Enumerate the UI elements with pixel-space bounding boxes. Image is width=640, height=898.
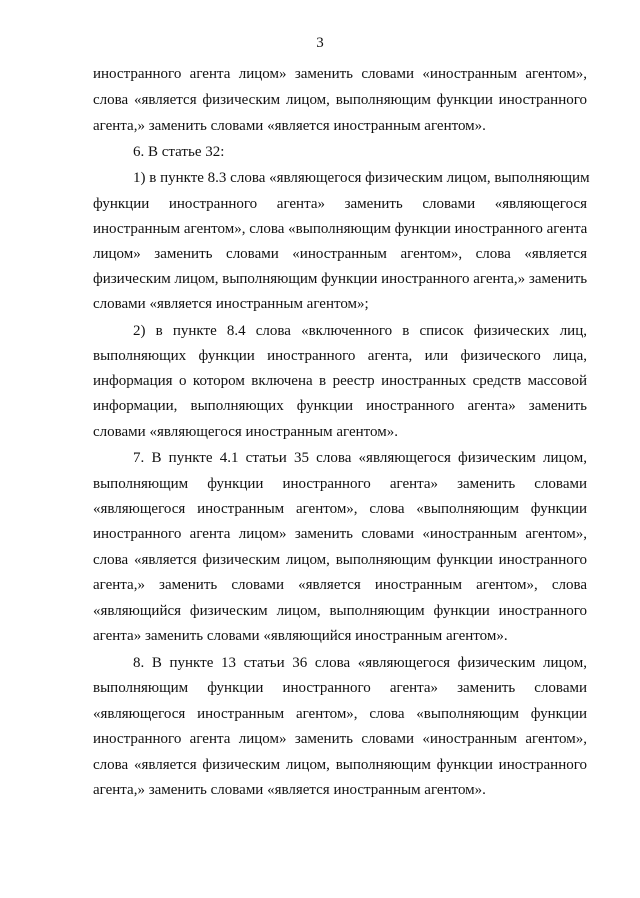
section-heading: 6. В статье 32: — [133, 144, 225, 160]
text-line: иностранного агента лицом» заменить словами «иностранным агентом», — [93, 526, 587, 542]
text-line: функции иностранного агента» заменить словами «являющегося — [93, 196, 587, 212]
text-line: «являющийся физическим лицом, выполняющим функции иностранного — [93, 603, 587, 619]
text-line: слова «является физическим лицом, выполняющим функции иностранного — [93, 92, 587, 108]
text-line: иностранным агентом», слова «выполняющим функции иностранного агента — [93, 221, 588, 237]
text-line: «являющегося иностранным агентом», слова «выполняющим функции — [93, 706, 587, 722]
text-line: иностранного агента лицом» заменить словами «иностранным агентом», — [93, 66, 587, 82]
text-line: агента,» заменить словами «является иностранным агентом». — [93, 782, 486, 798]
text-line: лицом» заменить словами «иностранным агентом», слова «является — [93, 246, 587, 262]
text-line: слова «является физическим лицом, выполняющим функции иностранного — [93, 552, 587, 568]
text-line: 7. В пункте 4.1 статьи 35 слова «являющегося физическим лицом, — [133, 450, 587, 466]
text-line: «являющегося иностранным агентом», слова «выполняющим функции — [93, 501, 587, 517]
text-line: агента» заменить словами «являющийся иностранным агентом». — [93, 628, 508, 644]
text-line: выполняющим функции иностранного агента» заменить словами — [93, 680, 587, 696]
text-line: слова «является физическим лицом, выполняющим функции иностранного — [93, 757, 587, 773]
text-line: информация о котором включена в реестр иностранных средств массовой — [93, 373, 587, 389]
text-line: 8. В пункте 13 статьи 36 слова «являющегося физическим лицом, — [133, 655, 587, 671]
text-line: выполняющим функции иностранного агента» заменить словами — [93, 476, 587, 492]
text-line: иностранного агента лицом» заменить словами «иностранным агентом», — [93, 731, 587, 747]
text-line: словами «являющегося иностранным агентом». — [93, 424, 398, 440]
page-number: 3 — [316, 35, 324, 51]
text-line: агента,» заменить словами «является иностранным агентом». — [93, 118, 486, 134]
text-line: агента,» заменить словами «является иностранным агентом», слова — [93, 577, 587, 593]
text-line: 1) в пункте 8.3 слова «являющегося физическим лицом, выполняющим — [133, 170, 590, 186]
text-line: выполняющих функции иностранного агента, или физического лица, — [93, 348, 587, 364]
text-line: словами «является иностранным агентом»; — [93, 296, 369, 312]
text-line: физическим лицом, выполняющим функции иностранного агента,» заменить — [93, 271, 588, 287]
text-line: информации, выполняющих функции иностранного агента» заменить — [93, 398, 587, 414]
text-line: 2) в пункте 8.4 слова «включенного в список физических лиц, — [133, 323, 587, 339]
